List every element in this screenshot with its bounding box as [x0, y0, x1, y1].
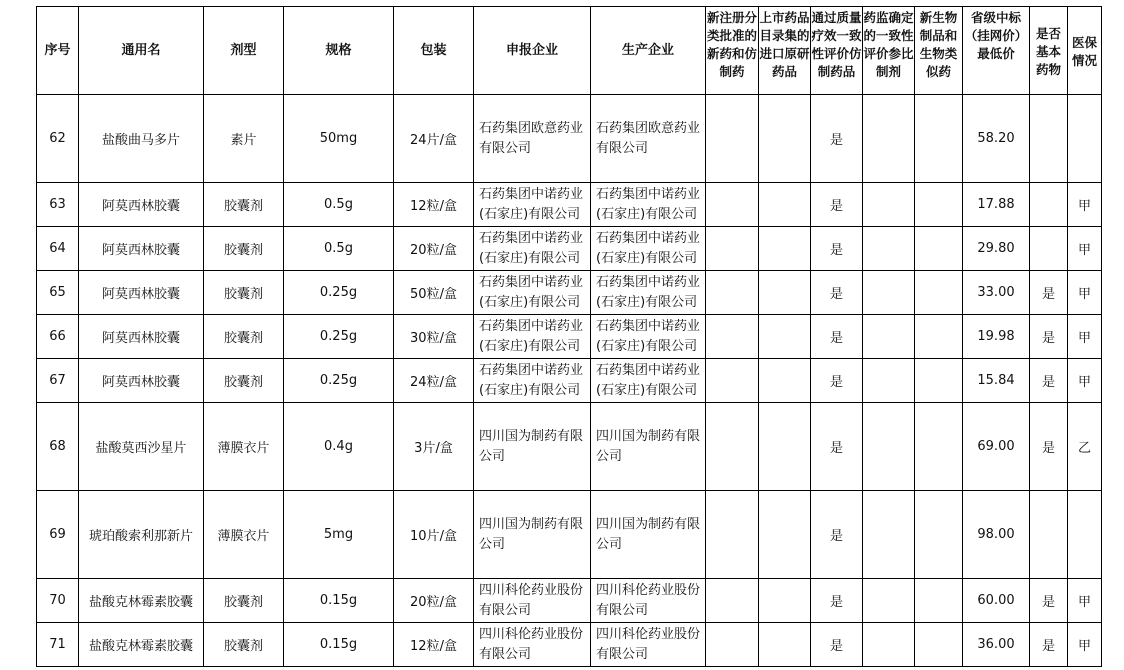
- cell-listed-import: [759, 579, 811, 623]
- cell-seq: 62: [37, 95, 79, 183]
- header-listed-import: [759, 7, 811, 95]
- table-row: [37, 359, 1102, 403]
- cell-seq: 63: [37, 183, 79, 227]
- cell-name: 盐酸曲马多片: [79, 95, 204, 183]
- header-nmpa-reference-text: 药监确定的一致性评价参比制剂: [863, 10, 914, 79]
- cell-quality-consistency: 是: [811, 491, 863, 579]
- cell-seq: 68: [37, 403, 79, 491]
- cell-essential: 是: [1030, 315, 1068, 359]
- table-row: [37, 579, 1102, 623]
- cell-essential: [1030, 227, 1068, 271]
- cell-form: 胶囊剂: [204, 315, 284, 359]
- cell-manufacturer: 石药集团中诺药业(石家庄)有限公司: [591, 183, 706, 227]
- header-insurance-text: 医保情况: [1071, 34, 1097, 68]
- cell-applicant: 石药集团欧意药业有限公司: [474, 95, 591, 183]
- cell-price: 29.80: [963, 227, 1030, 271]
- cell-biosimilar: [915, 271, 963, 315]
- cell-spec: 0.4g: [284, 403, 394, 491]
- table-row: [37, 491, 1102, 579]
- table-row: [37, 315, 1102, 359]
- cell-seq: 64: [37, 227, 79, 271]
- cell-new-registration: [706, 359, 759, 403]
- cell-listed-import: [759, 491, 811, 579]
- cell-applicant: 四川国为制药有限公司: [474, 491, 591, 579]
- table-row: [37, 403, 1102, 491]
- cell-essential: [1030, 491, 1068, 579]
- cell-essential: 是: [1030, 403, 1068, 491]
- cell-applicant: 石药集团中诺药业(石家庄)有限公司: [474, 227, 591, 271]
- cell-new-registration: [706, 183, 759, 227]
- cell-name: 阿莫西林胶囊: [79, 359, 204, 403]
- header-biosimilar-text: 新生物制品和生物类似药: [919, 10, 958, 79]
- cell-nmpa-reference: [863, 403, 915, 491]
- cell-spec: 0.25g: [284, 271, 394, 315]
- cell-price: 19.98: [963, 315, 1030, 359]
- cell-form: 薄膜衣片: [204, 491, 284, 579]
- cell-name: 阿莫西林胶囊: [79, 315, 204, 359]
- cell-new-registration: [706, 623, 759, 667]
- cell-package: 20粒/盒: [394, 227, 474, 271]
- cell-spec: 0.25g: [284, 315, 394, 359]
- cell-price: 69.00: [963, 403, 1030, 491]
- cell-seq: 69: [37, 491, 79, 579]
- cell-applicant: 四川科伦药业股份有限公司: [474, 579, 591, 623]
- cell-price: 58.20: [963, 95, 1030, 183]
- cell-quality-consistency: 是: [811, 403, 863, 491]
- header-manufacturer: 生产企业: [591, 7, 706, 95]
- cell-manufacturer: 四川国为制药有限公司: [591, 403, 706, 491]
- header-quality-consistency-text: 通过质量疗效一致性评价仿制药品: [811, 10, 862, 79]
- cell-biosimilar: [915, 95, 963, 183]
- table-row: [37, 623, 1102, 667]
- cell-listed-import: [759, 315, 811, 359]
- cell-essential: 是: [1030, 579, 1068, 623]
- cell-applicant: 四川科伦药业股份有限公司: [474, 623, 591, 667]
- cell-quality-consistency: 是: [811, 227, 863, 271]
- header-seq: 序号: [37, 7, 79, 95]
- cell-manufacturer: 石药集团中诺药业(石家庄)有限公司: [591, 315, 706, 359]
- cell-manufacturer: 石药集团中诺药业(石家庄)有限公司: [591, 271, 706, 315]
- drug-table: [36, 6, 1102, 667]
- header-generic-name: 通用名: [79, 7, 204, 95]
- header-insurance: [1068, 7, 1102, 95]
- cell-manufacturer: 石药集团欧意药业有限公司: [591, 95, 706, 183]
- cell-price: 60.00: [963, 579, 1030, 623]
- header-row: [37, 7, 1102, 95]
- cell-insurance: [1068, 95, 1102, 183]
- header-essential-drug-text: 是否基本药物: [1035, 25, 1061, 77]
- drug-list-sheet: [36, 6, 1102, 667]
- cell-applicant: 四川国为制药有限公司: [474, 403, 591, 491]
- cell-form: 胶囊剂: [204, 271, 284, 315]
- cell-biosimilar: [915, 403, 963, 491]
- cell-package: 3片/盒: [394, 403, 474, 491]
- table-row: [37, 183, 1102, 227]
- cell-form: 素片: [204, 95, 284, 183]
- header-essential-drug: [1030, 7, 1068, 95]
- header-nmpa-reference: [863, 7, 915, 95]
- table-row: [37, 95, 1102, 183]
- cell-spec: 0.5g: [284, 227, 394, 271]
- cell-spec: 0.15g: [284, 623, 394, 667]
- cell-manufacturer: 四川国为制药有限公司: [591, 491, 706, 579]
- cell-insurance: 甲: [1068, 183, 1102, 227]
- header-new-registration-text: 新注册分类批准的新药和仿制药: [706, 10, 757, 79]
- cell-price: 36.00: [963, 623, 1030, 667]
- header-provincial-price-text: 省级中标（挂网价）最低价: [964, 10, 1028, 61]
- cell-biosimilar: [915, 491, 963, 579]
- cell-nmpa-reference: [863, 183, 915, 227]
- cell-form: 薄膜衣片: [204, 403, 284, 491]
- cell-form: 胶囊剂: [204, 579, 284, 623]
- cell-listed-import: [759, 183, 811, 227]
- cell-seq: 67: [37, 359, 79, 403]
- cell-new-registration: [706, 315, 759, 359]
- cell-name: 盐酸克林霉素胶囊: [79, 623, 204, 667]
- cell-listed-import: [759, 271, 811, 315]
- cell-quality-consistency: 是: [811, 95, 863, 183]
- cell-quality-consistency: 是: [811, 359, 863, 403]
- cell-manufacturer: 石药集团中诺药业(石家庄)有限公司: [591, 227, 706, 271]
- cell-quality-consistency: 是: [811, 271, 863, 315]
- cell-manufacturer: 四川科伦药业股份有限公司: [591, 623, 706, 667]
- cell-package: 30粒/盒: [394, 315, 474, 359]
- cell-essential: [1030, 183, 1068, 227]
- cell-form: 胶囊剂: [204, 623, 284, 667]
- cell-package: 24粒/盒: [394, 359, 474, 403]
- header-dosage-form: 剂型: [204, 7, 284, 95]
- cell-name: 盐酸克林霉素胶囊: [79, 579, 204, 623]
- cell-insurance: 甲: [1068, 579, 1102, 623]
- cell-new-registration: [706, 271, 759, 315]
- cell-price: 33.00: [963, 271, 1030, 315]
- cell-seq: 70: [37, 579, 79, 623]
- cell-listed-import: [759, 403, 811, 491]
- cell-insurance: 甲: [1068, 227, 1102, 271]
- cell-spec: 0.5g: [284, 183, 394, 227]
- cell-seq: 65: [37, 271, 79, 315]
- cell-applicant: 石药集团中诺药业(石家庄)有限公司: [474, 183, 591, 227]
- cell-price: 98.00: [963, 491, 1030, 579]
- cell-essential: 是: [1030, 623, 1068, 667]
- cell-listed-import: [759, 623, 811, 667]
- cell-price: 17.88: [963, 183, 1030, 227]
- cell-name: 阿莫西林胶囊: [79, 183, 204, 227]
- cell-applicant: 石药集团中诺药业(石家庄)有限公司: [474, 359, 591, 403]
- cell-package: 12粒/盒: [394, 183, 474, 227]
- cell-applicant: 石药集团中诺药业(石家庄)有限公司: [474, 315, 591, 359]
- cell-biosimilar: [915, 623, 963, 667]
- cell-insurance: 甲: [1068, 315, 1102, 359]
- cell-package: 24片/盒: [394, 95, 474, 183]
- cell-manufacturer: 四川科伦药业股份有限公司: [591, 579, 706, 623]
- header-applicant: 申报企业: [474, 7, 591, 95]
- cell-nmpa-reference: [863, 579, 915, 623]
- cell-essential: [1030, 95, 1068, 183]
- cell-spec: 0.25g: [284, 359, 394, 403]
- cell-package: 20粒/盒: [394, 579, 474, 623]
- cell-new-registration: [706, 491, 759, 579]
- cell-nmpa-reference: [863, 359, 915, 403]
- cell-new-registration: [706, 403, 759, 491]
- cell-nmpa-reference: [863, 227, 915, 271]
- cell-form: 胶囊剂: [204, 183, 284, 227]
- cell-nmpa-reference: [863, 95, 915, 183]
- cell-quality-consistency: 是: [811, 315, 863, 359]
- cell-spec: 0.15g: [284, 579, 394, 623]
- cell-spec: 5mg: [284, 491, 394, 579]
- cell-nmpa-reference: [863, 623, 915, 667]
- cell-package: 12粒/盒: [394, 623, 474, 667]
- cell-price: 15.84: [963, 359, 1030, 403]
- table-row: [37, 271, 1102, 315]
- cell-nmpa-reference: [863, 315, 915, 359]
- cell-seq: 66: [37, 315, 79, 359]
- cell-insurance: 甲: [1068, 271, 1102, 315]
- cell-manufacturer: 石药集团中诺药业(石家庄)有限公司: [591, 359, 706, 403]
- cell-quality-consistency: 是: [811, 579, 863, 623]
- cell-insurance: [1068, 491, 1102, 579]
- cell-applicant: 石药集团中诺药业(石家庄)有限公司: [474, 271, 591, 315]
- cell-biosimilar: [915, 359, 963, 403]
- cell-spec: 50mg: [284, 95, 394, 183]
- cell-package: 50粒/盒: [394, 271, 474, 315]
- cell-essential: 是: [1030, 359, 1068, 403]
- cell-listed-import: [759, 95, 811, 183]
- cell-biosimilar: [915, 315, 963, 359]
- cell-quality-consistency: 是: [811, 183, 863, 227]
- cell-essential: 是: [1030, 271, 1068, 315]
- cell-biosimilar: [915, 227, 963, 271]
- cell-insurance: 甲: [1068, 623, 1102, 667]
- cell-name: 盐酸莫西沙星片: [79, 403, 204, 491]
- header-spec: 规格: [284, 7, 394, 95]
- cell-new-registration: [706, 227, 759, 271]
- cell-nmpa-reference: [863, 491, 915, 579]
- header-listed-import-text: 上市药品目录集的进口原研药品: [759, 10, 810, 79]
- cell-new-registration: [706, 579, 759, 623]
- cell-listed-import: [759, 227, 811, 271]
- header-quality-consistency: [811, 7, 863, 95]
- header-provincial-price: [963, 7, 1030, 95]
- table-row: [37, 227, 1102, 271]
- cell-insurance: 乙: [1068, 403, 1102, 491]
- cell-biosimilar: [915, 183, 963, 227]
- cell-form: 胶囊剂: [204, 227, 284, 271]
- cell-name: 琥珀酸索利那新片: [79, 491, 204, 579]
- cell-seq: 71: [37, 623, 79, 667]
- cell-package: 10片/盒: [394, 491, 474, 579]
- cell-nmpa-reference: [863, 271, 915, 315]
- cell-new-registration: [706, 95, 759, 183]
- cell-insurance: 甲: [1068, 359, 1102, 403]
- cell-name: 阿莫西林胶囊: [79, 271, 204, 315]
- cell-biosimilar: [915, 579, 963, 623]
- header-package: 包装: [394, 7, 474, 95]
- cell-form: 胶囊剂: [204, 359, 284, 403]
- header-biosimilar: [915, 7, 963, 95]
- cell-quality-consistency: 是: [811, 623, 863, 667]
- cell-listed-import: [759, 359, 811, 403]
- cell-name: 阿莫西林胶囊: [79, 227, 204, 271]
- header-new-registration: [706, 7, 759, 95]
